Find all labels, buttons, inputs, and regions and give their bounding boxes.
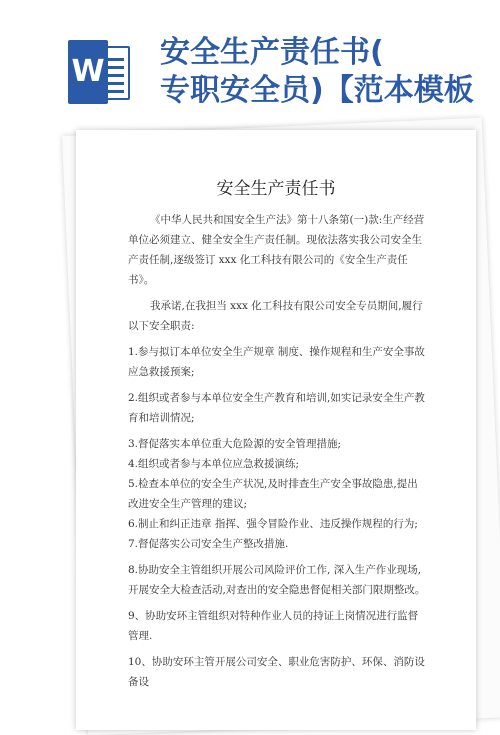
word-icon-letter: W — [68, 40, 108, 104]
document-preview — [62, 130, 498, 706]
page-title-line-1: 安全生产责任书( — [160, 35, 384, 70]
paragraph-intro: 《中华人民共和国安全生产法》第十八条第(一)款:生产经营单位必须建立、健全安全生产责任制。现依法落实我公司安全生产责任制,逐级签订 xxx 化工科技有限公司的《安全生产责任书》。 — [128, 214, 425, 286]
duty-item-5: 5.检查本单位的安全生产状况,及时排查生产安全事故隐患,提出改进安全生产管理的建议; — [128, 478, 418, 510]
duty-item-3: 3.督促落实本单位重大危险源的安全管理措施; — [128, 438, 342, 450]
duty-item-9: 9、协助安环主管组织对特种作业人员的持证上岗情况进行监督管理. — [128, 610, 419, 642]
duty-item-10: 10、协助安环主管开展公司安全、职业危害防护、环保、消防设备设 — [128, 656, 425, 688]
duty-item-4: 4.组织或者参与本单位应急救援演练; — [128, 458, 300, 470]
page-title — [160, 34, 500, 110]
document-body — [128, 210, 428, 692]
paragraph-pledge: 我承诺,在我担当 xxx 化工科技有限公司安全专员期间,履行以下安全职责: — [128, 300, 423, 332]
word-document-icon — [68, 40, 134, 104]
duty-item-8: 8.协助安全主管组织开展公司风险评价工作, 深入生产作业现场,开展安全大检查活动,对查出的安全隐患督促相关部门限期整改。 — [128, 564, 426, 596]
document-title: 安全生产责任书 — [216, 179, 336, 199]
duty-item-6: 6.制止和纠正违章 指挥、强令冒险作业、违反操作规程的行为; — [128, 518, 418, 530]
duty-item-1: 1.参与拟订本单位安全生产规章 制度、操作规程和生产安全事故应急救援预案; — [128, 346, 425, 378]
document-sheet — [76, 130, 476, 730]
page-title-line-2: 专职安全员)【范本模板 — [160, 73, 474, 108]
duty-item-7: 7.督促落实公司安全生产整改措施. — [128, 538, 289, 550]
header-banner — [0, 0, 500, 130]
duty-item-2: 2.组织或者参与本单位安全生产教育和培训,如实记录安全生产教育和培训情况; — [128, 392, 425, 424]
